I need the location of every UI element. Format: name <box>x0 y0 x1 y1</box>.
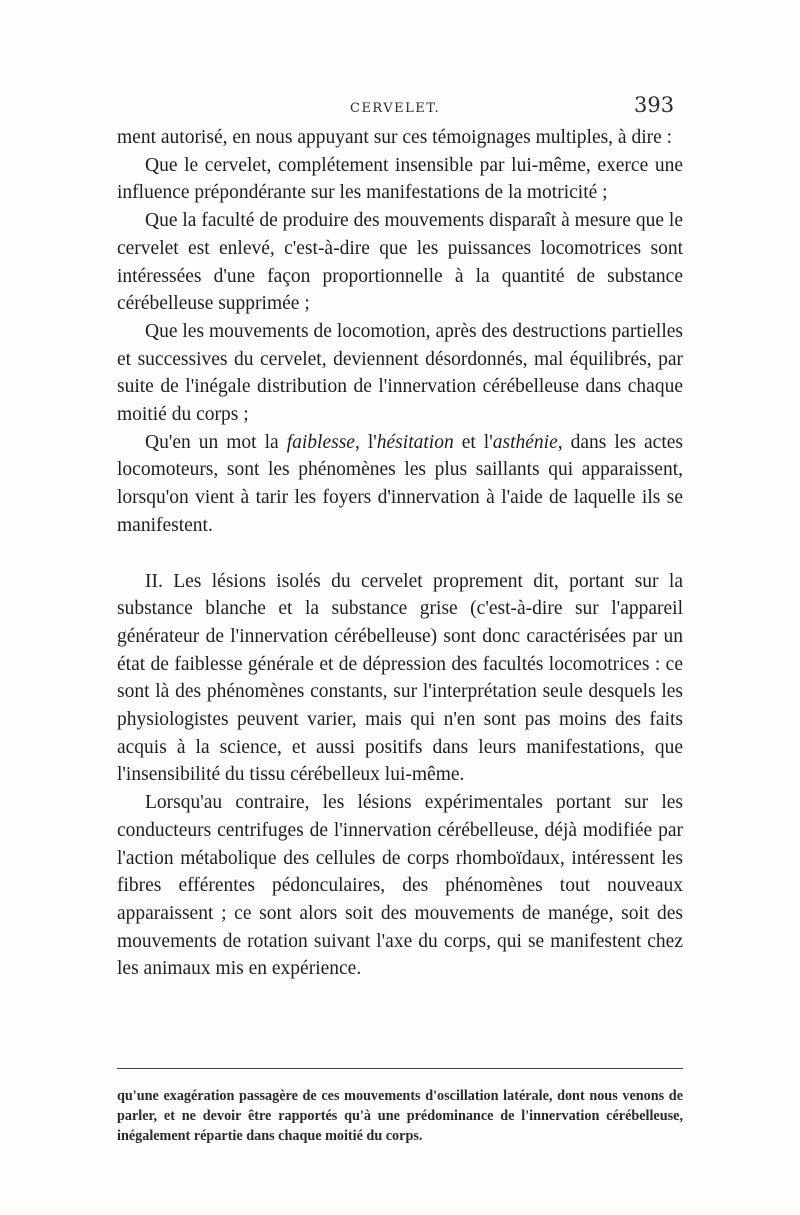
paragraph-1: ment autorisé, en nous appuyant sur ces témoignages multiples, à dire : <box>117 127 673 148</box>
footnote-divider <box>117 1068 683 1069</box>
paragraph-2: Que le cervelet, complétement insensible par lui-même, exerce une influence prépondérante sur les manifestations de la motricité ; <box>117 154 683 204</box>
footnote <box>117 1086 683 1146</box>
term-hesitation: hésitation <box>376 431 454 453</box>
main-text <box>117 124 683 983</box>
paragraph-7: Lorsqu'au contraire, les lésions expérimentales portant sur les conducteurs centrifuges de l'innervation cérébelleuse, déjà modifiée par l'action métabolique des cellules de corps rhomboïdaux, intéressent les fibres efférentes pédonculaires, des phénomènes tout nouveaux apparaissent ; ce sont alors soit des mouvements de manége, soit des mouvements de rotation suivant l'axe du corps, qui se manifestent chez les animaux mis en expérience. <box>117 792 683 980</box>
running-title: CERVELET. <box>350 101 441 116</box>
paragraph-3: Que la faculté de produire des mouvements disparaît à mesure que le cervelet est enlevé, c'est-à-dire que les puissances locomotrices sont intéressées d'une façon proportionnelle à la quantité de substance cérébelleuse supprimée ; <box>117 210 683 315</box>
paragraph-5 <box>117 429 683 540</box>
term-faiblesse: faiblesse <box>286 431 355 453</box>
page-number: 393 <box>634 93 675 117</box>
footnote-text: qu'une exagération passagère de ces mouvements d'oscillation latérale, dont nous venons de parler, et ne devoir être rapportés qu'à une prédominance de l'innervation cérébelleuse, inégalement répartie dans chaque moitié du corps. <box>117 1088 683 1144</box>
term-asthenie: asthénie <box>492 431 558 453</box>
paragraph-4: Que les mouvements de locomotion, après des destructions partielles et successives du cervelet, deviennent désordonnés, mal équilibrés, par suite de l'inégale distribution de l'innervation cérébelleuse dans chaque moitié du corps ; <box>117 320 683 426</box>
paragraph-5-text-c: et l' <box>453 431 493 453</box>
paragraph-5-text-d: , dans les actes locomoteurs, sont les phénomènes les plus saillants qui apparaissent, lorsqu'on vient à tarir les foyers d'innervation à l'aide de laquelle ils se manifestent. <box>117 431 683 536</box>
paragraph-5-text-b: , l' <box>354 431 377 453</box>
paragraph-6: II. Les lésions isolés du cervelet proprement dit, portant sur la substance blanche et la substance grise (c'est-à-dire sur l'appareil générateur de l'innervation cérébelleuse) sont donc caractérisées par un état de faiblesse générale et de dépression des facultés locomotrices : ce sont là des phénomènes constants, sur l'interprétation seule desquels les physiologistes peuvent varier, mais qui n'en sont pas moins des faits acquis à la science, et aussi positifs dans leurs manifestations, que l'insensibilité du tissu cérébelleux lui-même. <box>117 570 683 786</box>
paragraph-5-text-a: Qu'en un mot la <box>145 431 287 453</box>
